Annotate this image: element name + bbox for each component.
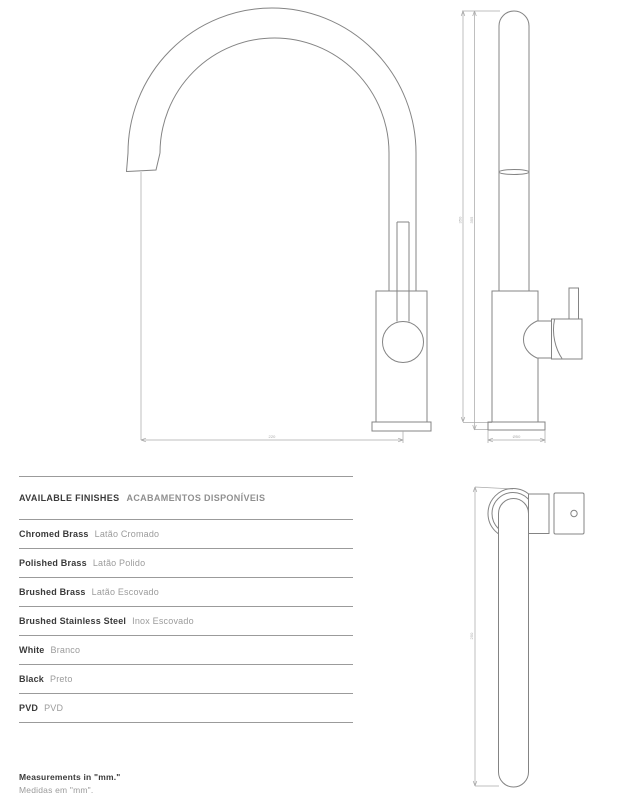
finish-name-en: PVD xyxy=(19,703,39,713)
base-flange-front xyxy=(372,422,431,431)
faucet-front-view-drawing xyxy=(127,8,432,443)
finish-row-polished-brass xyxy=(19,548,353,577)
handle-top-profile xyxy=(554,493,584,534)
spout-outer-arc xyxy=(128,8,416,291)
dimension-label: 220 xyxy=(268,434,276,439)
faucet-side-view-drawing xyxy=(458,11,583,443)
height-dimension-lines xyxy=(461,11,500,430)
finish-row-brushed-brass xyxy=(19,577,353,606)
spout-side-profile xyxy=(499,11,529,291)
handle-body xyxy=(552,319,583,359)
faucet-body-front xyxy=(376,291,427,422)
finishes-header-en: AVAILABLE FINISHES xyxy=(19,493,120,503)
finish-name-en: Brushed Brass xyxy=(19,587,86,597)
finish-name-en: Black xyxy=(19,674,45,684)
handle-pivot xyxy=(524,321,552,358)
finish-name-pt: PVD xyxy=(44,703,64,713)
finish-row-black xyxy=(19,664,353,693)
finishes-table xyxy=(19,476,353,723)
finish-name-en: Polished Brass xyxy=(19,558,87,568)
faucet-body-side xyxy=(492,291,538,422)
handle-lever-rod xyxy=(569,288,579,319)
finish-name-en: Chromed Brass xyxy=(19,529,89,539)
base-flange-side xyxy=(488,422,545,430)
spout-tip xyxy=(127,153,161,172)
handle-connector-top xyxy=(529,494,550,534)
spout-joint-line xyxy=(499,170,529,175)
spout-inner-arc xyxy=(160,38,389,291)
finish-row-white xyxy=(19,635,353,664)
finish-name-pt: Preto xyxy=(50,674,73,684)
dimension-label: Ø50 xyxy=(512,434,521,439)
finish-row-brushed-stainless-steel xyxy=(19,606,353,635)
measurements-note-pt: Medidas em "mm". xyxy=(19,785,94,795)
measurements-note xyxy=(19,771,121,797)
finish-name-pt: Branco xyxy=(50,645,81,655)
finish-name-en: Brushed Stainless Steel xyxy=(19,616,127,626)
finish-name-pt: Latão Cromado xyxy=(94,529,160,539)
finish-name-en: White xyxy=(19,645,45,655)
finish-row-pvd xyxy=(19,693,353,722)
finish-name-pt: Latão Polido xyxy=(92,558,146,568)
dimension-label: 250 xyxy=(469,632,474,640)
spout-top-profile xyxy=(499,499,529,788)
finishes-table-header xyxy=(19,476,353,519)
finish-name-pt: Latão Escovado xyxy=(91,587,159,597)
inner-tube-lines xyxy=(397,222,409,322)
reach-extension-lines xyxy=(141,172,403,443)
faucet-top-view-drawing xyxy=(469,487,584,787)
finish-row-chromed-brass xyxy=(19,519,353,548)
body-circle-detail xyxy=(383,322,424,363)
dimension-label: 350 xyxy=(457,216,463,224)
measurements-note-en: Measurements in "mm." xyxy=(19,772,121,782)
finishes-header-pt: ACABAMENTOS DISPONÍVEIS xyxy=(126,493,266,503)
finish-name-pt: Inox Escovado xyxy=(132,616,194,626)
dimension-label: 355 xyxy=(469,216,474,224)
